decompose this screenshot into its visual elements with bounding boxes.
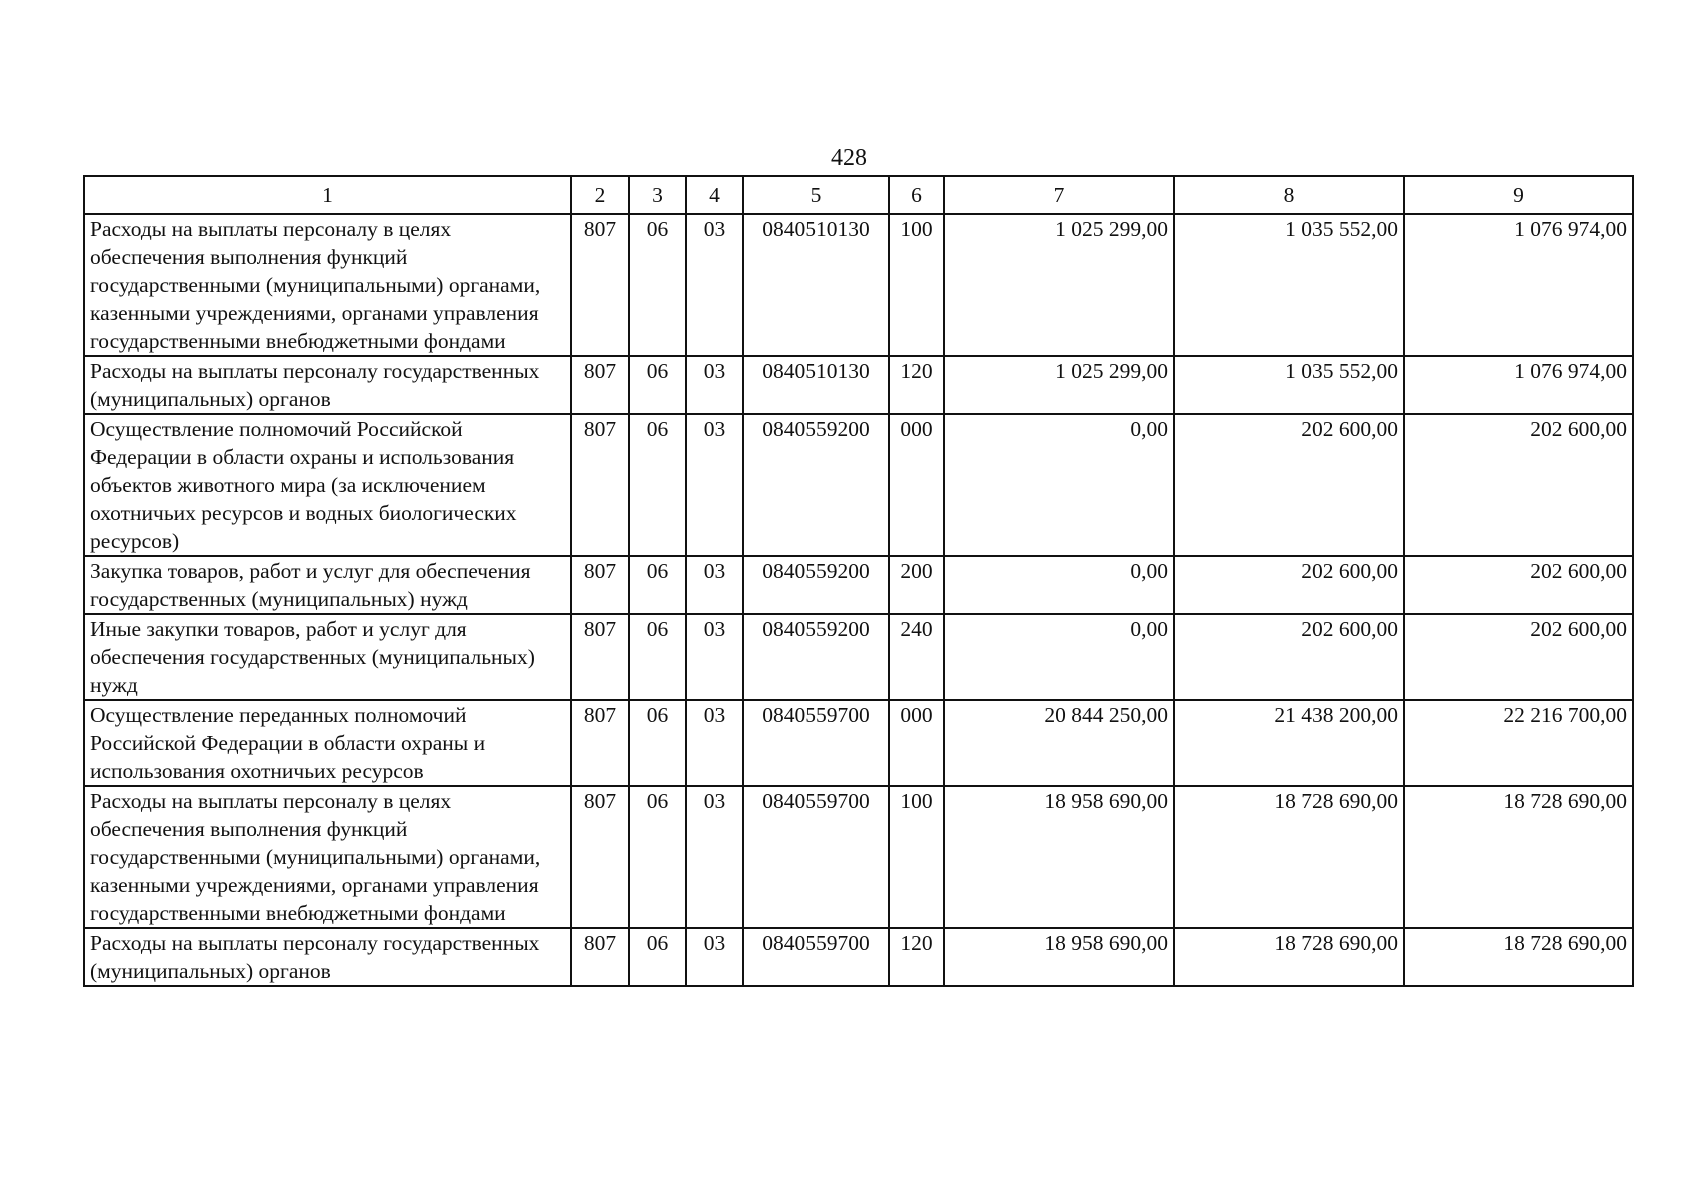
amount-col-9: 18 728 690,00	[1404, 786, 1633, 928]
subsection-code: 03	[686, 214, 743, 356]
table-row	[84, 556, 1633, 614]
table-header-row	[84, 176, 1633, 214]
subsection-code: 03	[686, 700, 743, 786]
amount-col-9: 22 216 700,00	[1404, 700, 1633, 786]
ved-code: 807	[571, 614, 629, 700]
ved-code: 807	[571, 414, 629, 556]
amount-col-7: 18 958 690,00	[944, 928, 1174, 986]
amount-col-7: 0,00	[944, 556, 1174, 614]
expense-type-code: 200	[889, 556, 944, 614]
expense-type-code: 120	[889, 356, 944, 414]
row-description: Иные закупки товаров, работ и услуг для обеспечения государственных (муниципальных) нужд	[84, 614, 571, 700]
amount-col-9: 202 600,00	[1404, 614, 1633, 700]
target-article-code: 0840510130	[743, 214, 889, 356]
target-article-code: 0840559700	[743, 786, 889, 928]
column-header: 3	[629, 176, 686, 214]
column-header: 4	[686, 176, 743, 214]
section-code: 06	[629, 928, 686, 986]
target-article-code: 0840559700	[743, 928, 889, 986]
amount-col-9: 1 076 974,00	[1404, 356, 1633, 414]
row-description: Осуществление переданных полномочий Российской Федерации в области охраны и использования охотничьих ресурсов	[84, 700, 571, 786]
column-header: 1	[84, 176, 571, 214]
amount-col-8: 202 600,00	[1174, 614, 1404, 700]
section-code: 06	[629, 700, 686, 786]
row-description: Расходы на выплаты персоналу в целях обеспечения выполнения функций государственными (муниципальными) органами, казенными учреждениями, органами управления государственными внебюджетными фондами	[84, 786, 571, 928]
table-row	[84, 786, 1633, 928]
table-row	[84, 356, 1633, 414]
table-row	[84, 214, 1633, 356]
ved-code: 807	[571, 928, 629, 986]
amount-col-7: 1 025 299,00	[944, 214, 1174, 356]
amount-col-7: 0,00	[944, 614, 1174, 700]
subsection-code: 03	[686, 556, 743, 614]
target-article-code: 0840559200	[743, 614, 889, 700]
column-header: 5	[743, 176, 889, 214]
table-row	[84, 614, 1633, 700]
target-article-code: 0840559200	[743, 556, 889, 614]
subsection-code: 03	[686, 356, 743, 414]
expense-type-code: 100	[889, 786, 944, 928]
ved-code: 807	[571, 214, 629, 356]
amount-col-7: 0,00	[944, 414, 1174, 556]
expense-type-code: 000	[889, 700, 944, 786]
amount-col-8: 202 600,00	[1174, 414, 1404, 556]
section-code: 06	[629, 214, 686, 356]
row-description: Закупка товаров, работ и услуг для обеспечения государственных (муниципальных) нужд	[84, 556, 571, 614]
section-code: 06	[629, 556, 686, 614]
ved-code: 807	[571, 700, 629, 786]
budget-table	[83, 175, 1634, 987]
table-row	[84, 700, 1633, 786]
table-row	[84, 928, 1633, 986]
subsection-code: 03	[686, 614, 743, 700]
ved-code: 807	[571, 786, 629, 928]
amount-col-9: 18 728 690,00	[1404, 928, 1633, 986]
expense-type-code: 100	[889, 214, 944, 356]
subsection-code: 03	[686, 786, 743, 928]
amount-col-8: 1 035 552,00	[1174, 356, 1404, 414]
row-description: Расходы на выплаты персоналу государственных (муниципальных) органов	[84, 356, 571, 414]
ved-code: 807	[571, 556, 629, 614]
amount-col-7: 20 844 250,00	[944, 700, 1174, 786]
expense-type-code: 000	[889, 414, 944, 556]
target-article-code: 0840559200	[743, 414, 889, 556]
row-description: Расходы на выплаты персоналу в целях обеспечения выполнения функций государственными (муниципальными) органами, казенными учреждениями, органами управления государственными внебюджетными фондами	[84, 214, 571, 356]
ved-code: 807	[571, 356, 629, 414]
amount-col-9: 202 600,00	[1404, 556, 1633, 614]
amount-col-8: 18 728 690,00	[1174, 928, 1404, 986]
column-header: 8	[1174, 176, 1404, 214]
row-description: Расходы на выплаты персоналу государственных (муниципальных) органов	[84, 928, 571, 986]
target-article-code: 0840510130	[743, 356, 889, 414]
column-header: 9	[1404, 176, 1633, 214]
section-code: 06	[629, 356, 686, 414]
column-header: 7	[944, 176, 1174, 214]
target-article-code: 0840559700	[743, 700, 889, 786]
subsection-code: 03	[686, 928, 743, 986]
table-row	[84, 414, 1633, 556]
expense-type-code: 240	[889, 614, 944, 700]
section-code: 06	[629, 414, 686, 556]
section-code: 06	[629, 786, 686, 928]
column-header: 6	[889, 176, 944, 214]
amount-col-7: 18 958 690,00	[944, 786, 1174, 928]
column-header: 2	[571, 176, 629, 214]
amount-col-8: 1 035 552,00	[1174, 214, 1404, 356]
page-number: 428	[831, 145, 867, 171]
amount-col-8: 202 600,00	[1174, 556, 1404, 614]
amount-col-9: 1 076 974,00	[1404, 214, 1633, 356]
amount-col-8: 18 728 690,00	[1174, 786, 1404, 928]
subsection-code: 03	[686, 414, 743, 556]
expense-type-code: 120	[889, 928, 944, 986]
amount-col-7: 1 025 299,00	[944, 356, 1174, 414]
amount-col-8: 21 438 200,00	[1174, 700, 1404, 786]
row-description: Осуществление полномочий Российской Федерации в области охраны и использования объектов животного мира (за исключением охотничьих ресурсов и водных биологических ресурсов)	[84, 414, 571, 556]
amount-col-9: 202 600,00	[1404, 414, 1633, 556]
section-code: 06	[629, 614, 686, 700]
